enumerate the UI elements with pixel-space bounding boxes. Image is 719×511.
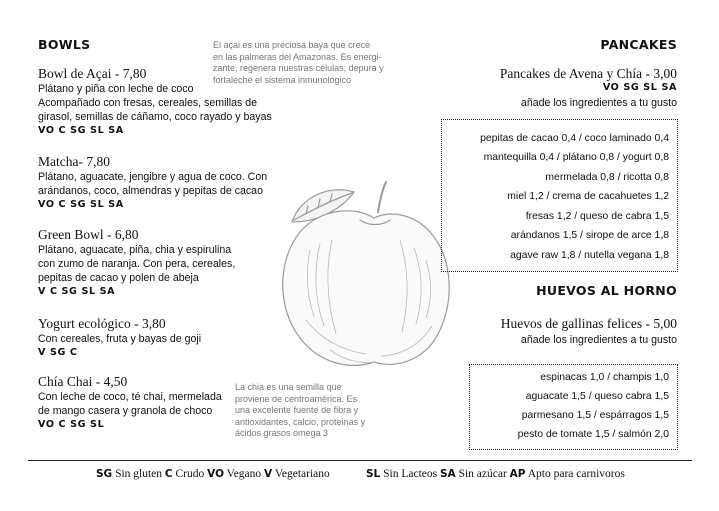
extras-row: aguacate 1,5 / queso cabra 1,5 — [525, 391, 669, 402]
diet-tags: V C SG SL SA — [38, 286, 116, 297]
acai-note — [213, 40, 384, 86]
extras-row: espinacas 1,0 / champis 1,0 — [540, 372, 669, 383]
note-line: ácidos grasos omega 3 — [235, 428, 329, 438]
diet-tags: VO C SG SL SA — [38, 125, 124, 136]
menu-item-green-bowl — [38, 227, 235, 297]
note-line: antioxidantes, calcio, proteinas y — [235, 416, 366, 427]
item-name: Chía Chai - 4,50 — [38, 374, 128, 389]
extras-row: parmesano 1,5 / espárragos 1,5 — [521, 410, 669, 421]
pancakes-extras-box — [441, 119, 678, 272]
item-name: Green Bowl - 6,80 — [38, 227, 139, 242]
extras-row: mermelada 0,8 / ricotta 0,8 — [545, 172, 669, 183]
pancakes-subtitle: añade los ingredientes a tu gusto — [520, 97, 677, 109]
legend-text: Sin gluten — [112, 468, 165, 480]
legend-code: SG — [96, 468, 113, 480]
bowls-heading: BOWLS — [38, 37, 91, 52]
note-line: proviene de centroamérica. Es — [235, 393, 358, 404]
huevos-heading: HUEVOS AL HORNO — [536, 283, 677, 298]
note-line: La chia es una semilla que — [235, 382, 342, 392]
legend-text: Crudo — [172, 468, 208, 480]
desc-line: Acompañado con fresas, cereales, semillas de — [38, 97, 258, 109]
legend-text: Vegetariano — [272, 468, 330, 480]
desc-line: Con leche de coco, té chai, mermelada — [38, 391, 222, 403]
legend-code: SL — [366, 468, 381, 480]
legend-code: V — [264, 468, 273, 480]
legend-text: Apto para carnivoros — [525, 468, 625, 480]
note-line: fortaleche el sistema inmunológico — [213, 74, 352, 85]
item-description — [38, 390, 222, 418]
note-line: una excelente fuente de fibra y — [235, 405, 359, 415]
desc-line: Con cereales, fruta y bayas de goji — [38, 333, 202, 345]
item-name: Bowl de Açai - 7,80 — [38, 66, 147, 81]
diet-tags: VO C SG SL — [38, 419, 105, 430]
item-description — [38, 243, 235, 285]
extras-row: agave raw 1,8 / nutella vegana 1,8 — [510, 250, 669, 261]
desc-line: girasol, semillas de cáñamo, coco rayado y bayas — [38, 111, 272, 123]
legend-right — [366, 468, 625, 480]
pancakes-item-name: Pancakes de Avena y Chía - 3,00 — [499, 66, 677, 81]
legend-code: VO — [207, 468, 224, 480]
apple-illustration — [270, 170, 450, 380]
item-name: Matcha- 7,80 — [38, 154, 110, 169]
pancakes-heading: PANCAKES — [600, 37, 677, 52]
desc-line: Plátano, aguacate, piña, chia y espirulina — [38, 244, 232, 256]
desc-line: de mango casera y granola de choco — [38, 405, 213, 417]
item-description — [38, 170, 267, 198]
extras-row: mantequilla 0,4 / plátano 0,8 / yogurt 0,8 — [483, 152, 669, 163]
huevos-extras-box — [469, 364, 678, 450]
legend-left — [96, 468, 330, 480]
diet-tags: VO C SG SL SA — [38, 199, 124, 210]
pancakes-diet-tags: VO SG SL SA — [602, 82, 677, 93]
menu-item-chia-chai — [38, 374, 222, 430]
extras-row: pepitas de cacao 0,4 / coco laminado 0,4 — [480, 133, 669, 144]
legend-code: AP — [509, 468, 526, 480]
legend-code: C — [164, 468, 173, 480]
extras-row: fresas 1,2 / queso de cabra 1,5 — [525, 211, 669, 222]
desc-line: pepitas de cacao y polen de abeja — [38, 272, 199, 284]
extras-row: miel 1,2 / crema de cacahuetes 1,2 — [507, 191, 669, 202]
chia-note — [235, 382, 365, 440]
desc-line: arándanos, coco, almendras y pepitas de cacao — [38, 185, 263, 197]
desc-line: con zumo de naranja. Con pera, cereales, — [38, 258, 236, 270]
huevos-item-name: Huevos de gallinas felices - 5,00 — [500, 316, 677, 331]
legend-text: Sin Lacteos — [380, 468, 440, 480]
legend-code: SA — [440, 468, 456, 480]
legend-text: Vegano — [224, 468, 265, 480]
extras-row: pesto de tomate 1,5 / salmón 2,0 — [517, 429, 669, 440]
menu-item-yogurt — [38, 316, 201, 358]
item-description — [38, 82, 272, 124]
diet-tags: V SG C — [38, 347, 78, 358]
footer-divider — [28, 460, 692, 461]
menu-item-matcha — [38, 154, 267, 210]
item-description — [38, 332, 201, 346]
legend-text: Sin azúcar — [455, 468, 510, 480]
item-name: Yogurt ecológico - 3,80 — [38, 316, 166, 331]
desc-line: Plátano, aguacate, jengibre y agua de coco. Con — [38, 171, 268, 183]
note-line: El açai es una preciosa baya que crece — [213, 40, 371, 50]
note-line: zante, regenera nuestras células, depura y — [213, 63, 384, 73]
extras-row: arándanos 1,5 / sirope de arce 1,8 — [510, 230, 669, 241]
note-line: en las palmeras del Amazonas. Es energi- — [213, 51, 382, 62]
desc-line: Plátano y piña con leche de coco — [38, 83, 194, 95]
huevos-subtitle: añade los ingredientes a tu gusto — [520, 334, 677, 346]
